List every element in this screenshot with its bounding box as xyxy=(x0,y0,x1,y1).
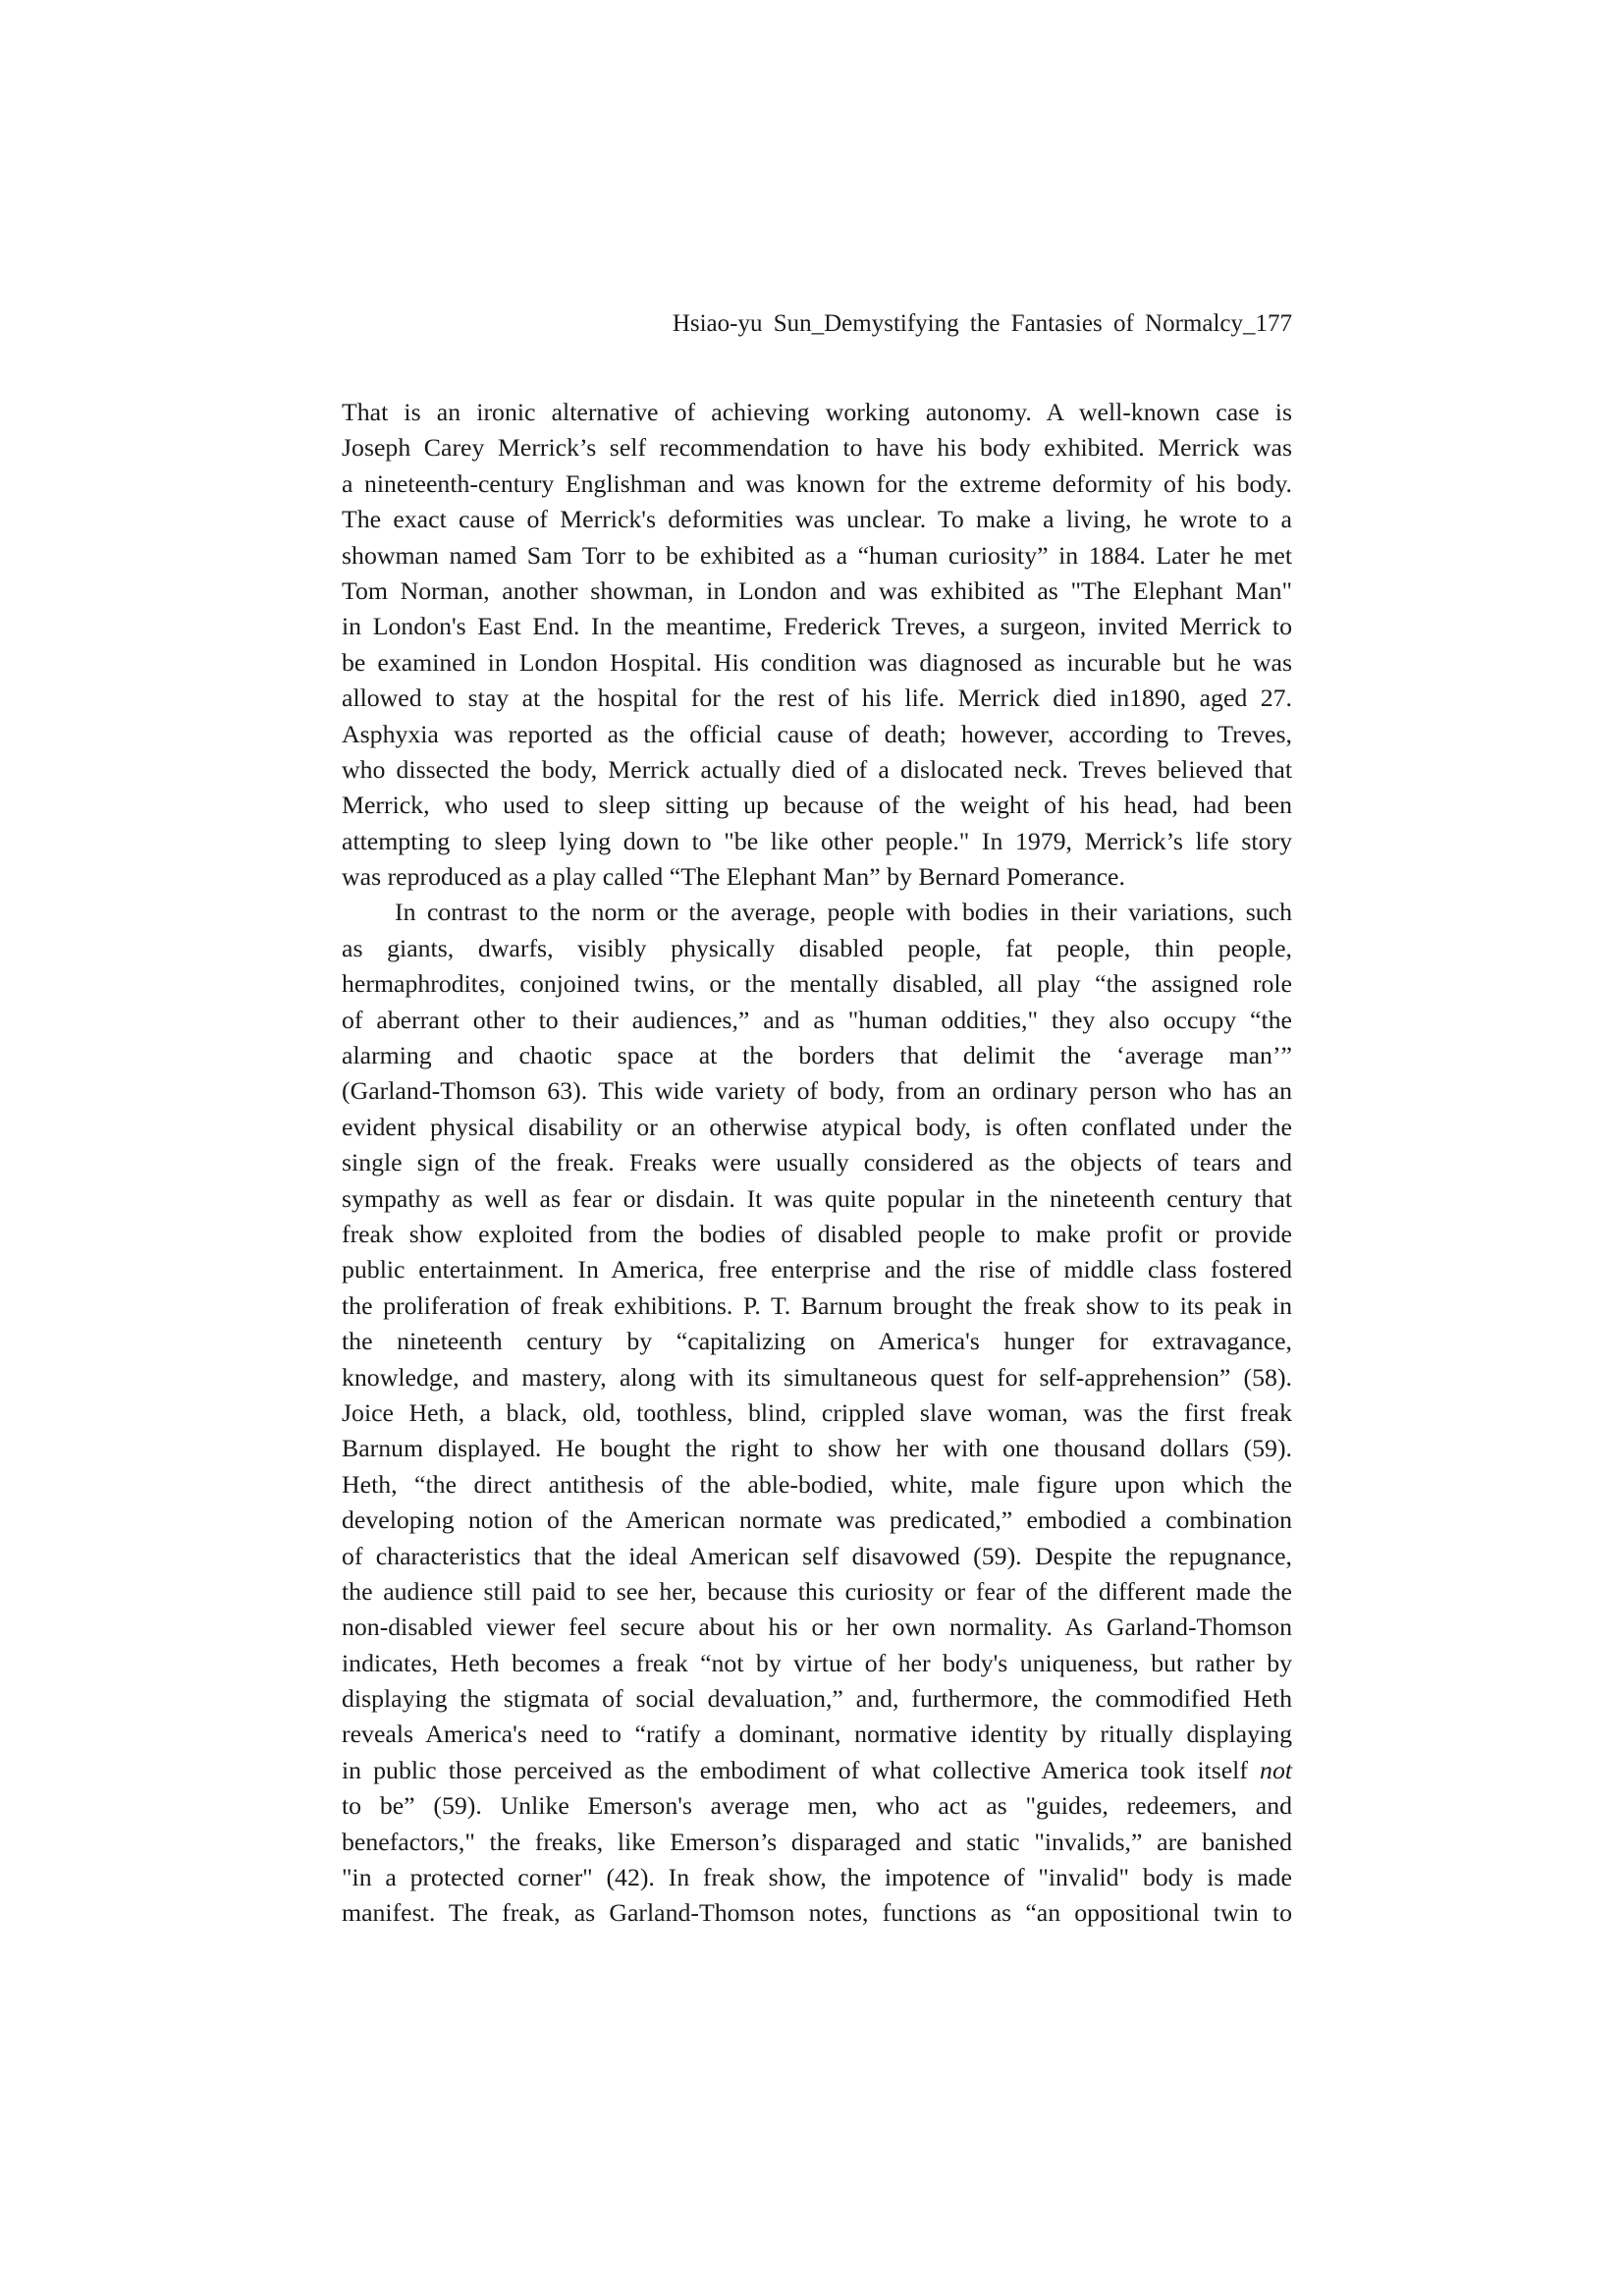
paragraph-2-line: public entertainment. In America, free enterprise and the rise of middle class fostered xyxy=(342,1255,1292,1285)
paragraph-2-line: freak show exploited from the bodies of disabled people to make profit or provide xyxy=(342,1219,1292,1248)
paragraph-2-line: to be” (59). Unlike Emerson's average men, who act as "guides, redeemers, and xyxy=(342,1791,1292,1821)
paragraph-2-line: indicates, Heth becomes a freak “not by virtue of her body's uniqueness, but rather by xyxy=(342,1648,1292,1677)
paragraph-2-line: Joice Heth, a black, old, toothless, blind, crippled slave woman, was the first freak xyxy=(342,1397,1292,1427)
body-text xyxy=(342,395,1292,1932)
paragraph-2-line: developing notion of the American normate was predicated,” embodied a combination xyxy=(342,1505,1292,1535)
paragraph-1-line: showman named Sam Torr to be exhibited as a “human curiosity” in 1884. Later he met xyxy=(342,540,1292,570)
paragraph-2-line: the nineteenth century by “capitalizing on America's hunger for extravagance, xyxy=(342,1327,1292,1356)
paragraph-1-line: That is an ironic alternative of achieving working autonomy. A well-known case is xyxy=(342,398,1292,426)
paragraph-1-line: The exact cause of Merrick's deformities was unclear. To make a living, he wrote to a xyxy=(342,505,1292,534)
paragraph-2-line: knowledge, and mastery, along with its simultaneous quest for self-apprehension” (58). xyxy=(342,1362,1292,1392)
paragraph-2-line: the audience still paid to see her, because this curiosity or fear of the different made the xyxy=(342,1576,1292,1606)
paragraph-2-line: benefactors," the freaks, like Emerson’s disparaged and static "invalids,” are banished xyxy=(342,1827,1292,1856)
paragraph-2-line: sympathy as well as fear or disdain. It was quite popular in the nineteenth century that xyxy=(342,1183,1292,1213)
running-header: Hsiao-yu Sun_Demystifying the Fantasies of Normalcy_177 xyxy=(672,310,1292,337)
paragraph-2-line: displaying the stigmata of social devaluation,” and, furthermore, the commodified Heth xyxy=(342,1684,1292,1714)
italic-word: not xyxy=(1260,1755,1293,1784)
paragraph-1-line: in London's East End. In the meantime, Frederick Treves, a surgeon, invited Merrick to xyxy=(342,612,1292,641)
paragraph-2-line: as giants, dwarfs, visibly physically disabled people, fat people, thin people, xyxy=(342,933,1292,962)
paragraph-1-line: attempting to sleep lying down to "be like other people." In 1979, Merrick’s life story xyxy=(342,826,1292,855)
paragraph-1-line: allowed to stay at the hospital for the rest of his life. Merrick died in1890, aged 27. xyxy=(342,683,1292,713)
paragraph-1-line: Merrick, who used to sleep sitting up because of the weight of his head, had been xyxy=(342,791,1292,820)
paragraph-2-line: of aberrant other to their audiences,” and as "human oddities," they also occupy “the xyxy=(342,1005,1292,1034)
paragraph-2-line: "in a protected corner" (42). In freak show, the impotence of "invalid" body is made xyxy=(342,1863,1292,1892)
line-text: in public those perceived as the embodiment of what collective America took itself xyxy=(342,1755,1248,1784)
paragraph-2-line: evident physical disability or an otherwise atypical body, is often conflated under the xyxy=(342,1112,1292,1141)
paragraph-2-line: single sign of the freak. Freaks were usually considered as the objects of tears and xyxy=(342,1148,1292,1177)
paragraph-1-line: Joseph Carey Merrick’s self recommendation to have his body exhibited. Merrick was xyxy=(342,433,1292,463)
paragraph-2-line: of characteristics that the ideal American self disavowed (59). Despite the repugnance, xyxy=(342,1541,1292,1570)
paragraph-2-line: reveals America's need to “ratify a dominant, normative identity by ritually displaying xyxy=(342,1720,1292,1749)
paragraph-2-line: Heth, “the direct antithesis of the able-bodied, white, male figure upon which the xyxy=(342,1469,1292,1499)
paragraph-1-line: a nineteenth-century Englishman and was known for the extreme deformity of his body. xyxy=(342,468,1292,498)
paragraph-2-line: (Garland-Thomson 63). This wide variety of body, from an ordinary person who has an xyxy=(342,1076,1292,1106)
paragraph-1-line: who dissected the body, Merrick actually died of a dislocated neck. Treves believed that xyxy=(342,754,1292,784)
paragraph-2-line: non-disabled viewer feel secure about his or her own normality. As Garland-Thomson xyxy=(342,1613,1292,1642)
paragraph-1-line: Tom Norman, another showman, in London and was exhibited as "The Elephant Man" xyxy=(342,575,1292,605)
paragraph-2-line: alarming and chaotic space at the borders that delimit the ‘average man’” xyxy=(342,1041,1292,1070)
paragraph-2-line: manifest. The freak, as Garland-Thomson notes, functions as “an oppositional twin to xyxy=(342,1898,1292,1928)
paragraph-2-line: hermaphrodites, conjoined twins, or the mentally disabled, all play “the assigned role xyxy=(342,969,1292,999)
paragraph-1-line: be examined in London Hospital. His condition was diagnosed as incurable but he was xyxy=(342,647,1292,677)
paragraph-2-line: In contrast to the norm or the average, people with bodies in their variations, such xyxy=(395,898,1292,927)
paragraph-1-line: was reproduced as a play called “The Elephant Man” by Bernard Pomerance. xyxy=(342,862,1125,892)
paragraph-2-line: the proliferation of freak exhibitions. P. T. Barnum brought the freak show to its peak in xyxy=(342,1290,1292,1320)
paragraph-2-line-with-italic xyxy=(342,1753,1292,1788)
paragraph-1-line: Asphyxia was reported as the official cause of death; however, according to Treves, xyxy=(342,719,1292,748)
paragraph-2-line: Barnum displayed. He bought the right to show her with one thousand dollars (59). xyxy=(342,1434,1292,1463)
